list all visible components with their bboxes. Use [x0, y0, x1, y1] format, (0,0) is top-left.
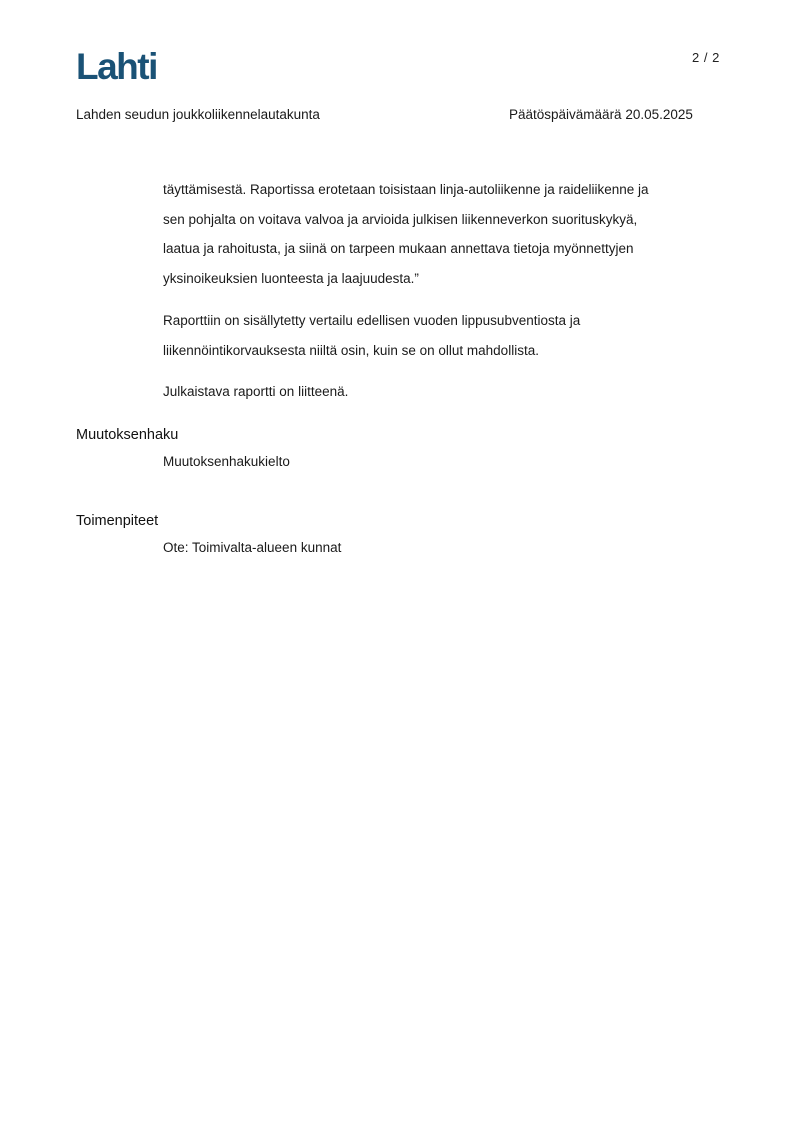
paragraph-2	[163, 306, 723, 365]
organization-name: Lahden seudun joukkoliikennelautakunta	[76, 107, 320, 122]
measures-heading: Toimenpiteet	[76, 513, 159, 529]
paragraph-1-line: yksinoikeuksien luonteesta ja laajuudesta.”	[163, 270, 419, 286]
paragraph-3-line: Julkaistava raportti on liitteenä.	[163, 384, 349, 399]
paragraph-2-line: liikennöintikorvauksesta niiltä osin, kuin se on ollut mahdollista.	[163, 342, 539, 358]
paragraph-1-line: täyttämisestä. Raportissa erotetaan toisistaan linja-autoliikenne ja raideliikenne ja	[163, 182, 649, 197]
appeal-text: Muutoksenhakukielto	[163, 454, 290, 469]
paragraph-2-line: Raporttiin on sisällytetty vertailu edellisen vuoden lippusubventiosta ja	[163, 313, 581, 328]
paragraph-1-line: sen pohjalta on voitava valvoa ja arvioida julkisen liikenneverkon suorituskykyä,	[163, 211, 638, 227]
appeal-heading: Muutoksenhaku	[76, 427, 179, 443]
paragraph-3	[163, 377, 723, 407]
lahti-logo-text: Lahti	[76, 48, 157, 82]
lahti-logo	[76, 48, 168, 87]
paragraph-1-line: laatua ja rahoitusta, ja siinä on tarpeen mukaan annettava tietoja myönnettyjen	[163, 241, 634, 256]
decision-date: Päätöspäivämäärä 20.05.2025	[509, 107, 693, 122]
paragraph-1	[163, 175, 723, 293]
measures-text: Ote: Toimivalta-alueen kunnat	[163, 540, 342, 555]
page-number: 2 / 2	[692, 50, 720, 65]
